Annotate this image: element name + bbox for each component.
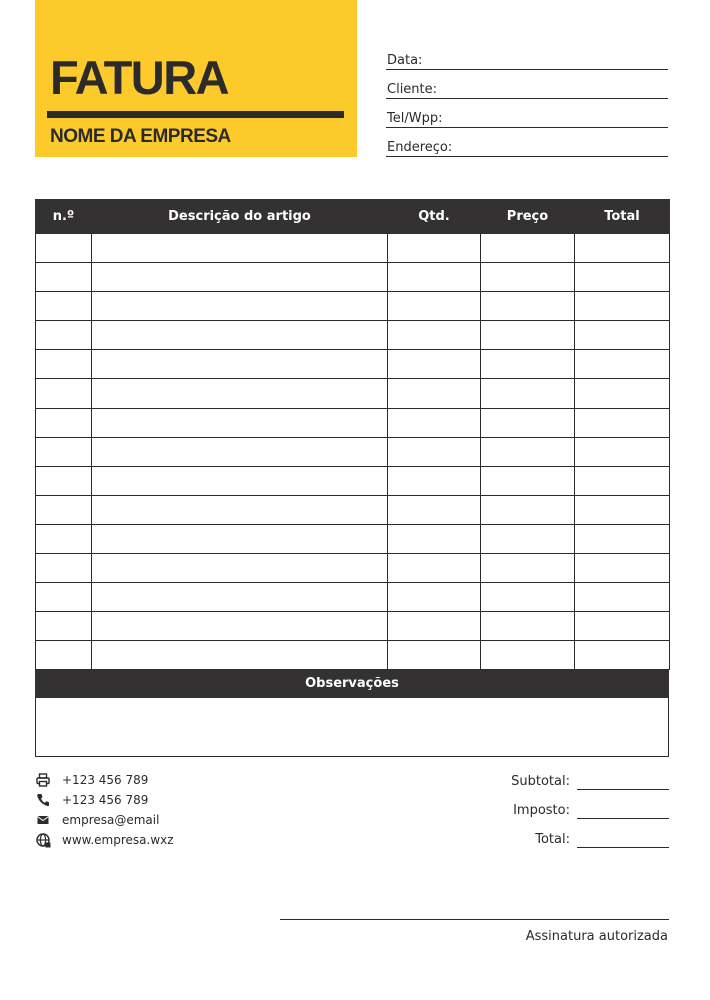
col-description: Descrição do artigo <box>92 200 388 234</box>
table-cell[interactable] <box>388 554 481 583</box>
contact-text: www.empresa.wxz <box>62 833 174 847</box>
table-row <box>36 466 670 495</box>
table-cell[interactable] <box>575 466 670 495</box>
table-cell[interactable] <box>575 524 670 553</box>
table-cell[interactable] <box>575 641 670 670</box>
table-cell[interactable] <box>575 583 670 612</box>
table-cell[interactable] <box>92 350 388 379</box>
table-cell[interactable] <box>388 583 481 612</box>
table-cell[interactable] <box>481 641 575 670</box>
table-cell[interactable] <box>481 379 575 408</box>
table-cell[interactable] <box>388 350 481 379</box>
signature-label: Assinatura autorizada <box>525 929 668 944</box>
table-cell[interactable] <box>388 263 481 292</box>
contact-fax <box>35 771 148 789</box>
table-row <box>36 583 670 612</box>
table-cell[interactable] <box>388 292 481 321</box>
table-cell[interactable] <box>388 321 481 350</box>
table-cell[interactable] <box>92 495 388 524</box>
contact-phone <box>35 791 148 809</box>
client-field[interactable] <box>386 79 668 99</box>
table-cell[interactable] <box>575 554 670 583</box>
table-cell[interactable] <box>388 379 481 408</box>
table-cell[interactable] <box>92 437 388 466</box>
title-divider <box>47 111 344 118</box>
table-cell[interactable] <box>92 554 388 583</box>
contact-text: +123 456 789 <box>62 793 149 807</box>
table-cell[interactable] <box>36 263 92 292</box>
table-cell[interactable] <box>575 495 670 524</box>
table-cell[interactable] <box>36 437 92 466</box>
table-row <box>36 554 670 583</box>
table-cell[interactable] <box>92 379 388 408</box>
table-cell[interactable] <box>36 641 92 670</box>
invoice-title: FATURA <box>50 51 229 104</box>
table-cell[interactable] <box>481 321 575 350</box>
client-label: Cliente: <box>387 82 438 97</box>
table-row <box>36 495 670 524</box>
contact-text: +123 456 789 <box>62 773 149 787</box>
table-cell[interactable] <box>36 379 92 408</box>
table-row <box>36 234 670 263</box>
table-cell[interactable] <box>388 234 481 263</box>
table-cell[interactable] <box>92 641 388 670</box>
company-name: NOME DA EMPRESA <box>50 126 231 147</box>
table-row <box>36 292 670 321</box>
col-price: Preço <box>481 200 575 234</box>
globe-icon <box>35 832 51 848</box>
total-field[interactable] <box>460 828 669 848</box>
table-row <box>36 350 670 379</box>
table-cell[interactable] <box>92 466 388 495</box>
phone-icon <box>35 792 51 808</box>
table-cell[interactable] <box>481 554 575 583</box>
tax-field[interactable] <box>460 799 669 819</box>
table-cell[interactable] <box>481 495 575 524</box>
table-cell[interactable] <box>575 612 670 641</box>
envelope-icon <box>35 812 51 828</box>
table-row <box>36 321 670 350</box>
table-row <box>36 437 670 466</box>
table-cell[interactable] <box>36 554 92 583</box>
table-cell[interactable] <box>388 524 481 553</box>
date-label: Data: <box>387 53 423 68</box>
table-cell[interactable] <box>36 524 92 553</box>
table-cell[interactable] <box>481 234 575 263</box>
notes-area[interactable] <box>35 698 669 757</box>
table-cell[interactable] <box>575 321 670 350</box>
col-number: n.º <box>36 200 92 234</box>
table-cell[interactable] <box>92 583 388 612</box>
table-header-row <box>36 200 670 234</box>
signature-line[interactable] <box>280 919 669 920</box>
table-cell[interactable] <box>388 408 481 437</box>
table-cell[interactable] <box>92 263 388 292</box>
table-cell[interactable] <box>92 234 388 263</box>
table-cell[interactable] <box>36 350 92 379</box>
items-table <box>35 199 670 670</box>
table-cell[interactable] <box>388 641 481 670</box>
table-cell[interactable] <box>575 437 670 466</box>
table-row <box>36 612 670 641</box>
table-row <box>36 379 670 408</box>
tax-line <box>577 818 669 819</box>
table-cell[interactable] <box>36 408 92 437</box>
table-cell[interactable] <box>481 612 575 641</box>
table-cell[interactable] <box>92 321 388 350</box>
address-label: Endereço: <box>387 140 453 155</box>
table-cell[interactable] <box>388 495 481 524</box>
table-row <box>36 408 670 437</box>
table-cell[interactable] <box>36 583 92 612</box>
table-cell[interactable] <box>92 408 388 437</box>
contact-email <box>35 811 159 829</box>
table-cell[interactable] <box>575 379 670 408</box>
table-cell[interactable] <box>575 263 670 292</box>
table-row <box>36 524 670 553</box>
table-cell[interactable] <box>388 612 481 641</box>
total-label: Total: <box>535 832 570 847</box>
phone-label: Tel/Wpp: <box>387 111 443 126</box>
table-cell[interactable] <box>481 292 575 321</box>
col-total: Total <box>575 200 670 234</box>
printer-icon <box>35 772 51 788</box>
table-cell[interactable] <box>92 524 388 553</box>
table-cell[interactable] <box>481 466 575 495</box>
table-row <box>36 263 670 292</box>
notes-header: Observações <box>35 670 669 698</box>
table-cell[interactable] <box>575 350 670 379</box>
table-cell[interactable] <box>36 466 92 495</box>
col-quantity: Qtd. <box>388 200 481 234</box>
table-cell[interactable] <box>92 292 388 321</box>
contact-text: empresa@email <box>62 813 160 827</box>
table-cell[interactable] <box>36 292 92 321</box>
subtotal-label: Subtotal: <box>511 774 570 789</box>
table-cell[interactable] <box>388 437 481 466</box>
table-cell[interactable] <box>92 612 388 641</box>
phone-field[interactable] <box>386 108 668 128</box>
table-cell[interactable] <box>481 583 575 612</box>
table-cell[interactable] <box>575 234 670 263</box>
table-cell[interactable] <box>575 292 670 321</box>
table-cell[interactable] <box>575 408 670 437</box>
table-cell[interactable] <box>481 263 575 292</box>
table-cell[interactable] <box>481 408 575 437</box>
date-field[interactable] <box>386 50 668 70</box>
subtotal-line <box>577 789 669 790</box>
table-cell[interactable] <box>388 466 481 495</box>
subtotal-field[interactable] <box>460 770 669 790</box>
table-cell[interactable] <box>36 495 92 524</box>
table-cell[interactable] <box>481 350 575 379</box>
table-cell[interactable] <box>481 437 575 466</box>
address-field[interactable] <box>386 137 668 157</box>
contact-website <box>35 831 174 849</box>
total-line <box>577 847 669 848</box>
table-cell[interactable] <box>36 234 92 263</box>
brand-header <box>35 0 357 157</box>
table-cell[interactable] <box>36 612 92 641</box>
table-row <box>36 641 670 670</box>
table-cell[interactable] <box>36 321 92 350</box>
table-cell[interactable] <box>481 524 575 553</box>
tax-label: Imposto: <box>513 803 570 818</box>
